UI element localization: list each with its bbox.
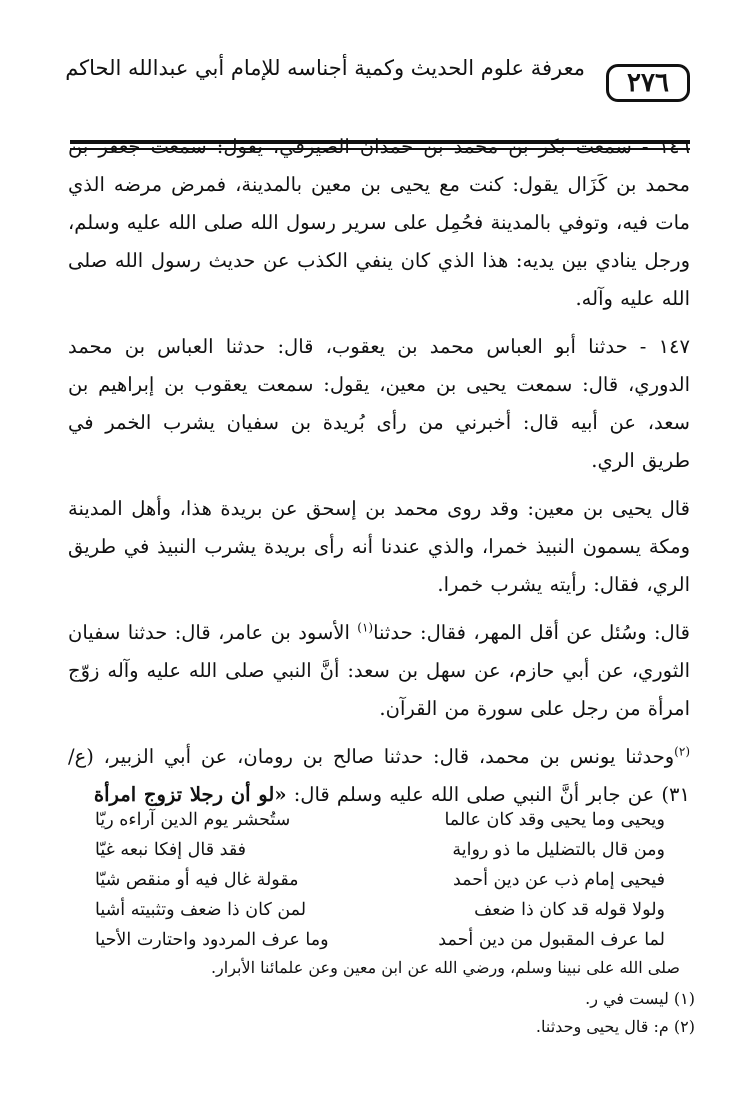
poem-hemistich-second: وما عرف المردود واحتارت الأحيا bbox=[95, 930, 329, 950]
poem-verse bbox=[95, 865, 665, 895]
footnote-marker-2: (٢) bbox=[674, 744, 690, 759]
paragraph-147: ١٤٧ - حدثنا أبو العباس محمد بن يعقوب، قال: حدثنا العباس بن محمد الدوري، قال: سمعت يحيى بن معين، يقول: سمعت يعقوب بن إبراهيم بن سعد، عن أبيه قال: أخبرني من رأى بُريدة بن سفيان يشرب الخمر في طريق الري. bbox=[68, 335, 690, 472]
page-number: ٢٧٦ bbox=[627, 68, 669, 98]
para4-after: الأسود بن عامر، قال: حدثنا سفيان الثوري، عن أبي حازم، عن سهل بن سعد: أنَّ النبي صلى الله عليه وآله زوّج امرأة من رجل على سورة من القرآن. bbox=[68, 621, 690, 720]
para5-text: وحدثنا يونس بن محمد، قال: حدثنا صالح بن رومان، عن أبي الزبير، (ع/ ٣١) عن جابر أنَّ النبي صلى الله عليه وسلم قال: bbox=[68, 745, 690, 806]
footnote-2: (٢) م: قال يحيى وحدثنا. bbox=[535, 1017, 695, 1036]
closing-prayer: صلى الله على نبينا وسلم، ورضي الله عن ابن معين وعن علمائنا الأبرار. bbox=[210, 958, 680, 977]
poem-hemistich-second: ستُحشر يوم الدين آراءه ريّا bbox=[95, 810, 291, 830]
poem-hemistich-second: مقولة غال فيه أو منقص شيّا bbox=[95, 870, 299, 890]
page-number-badge bbox=[606, 64, 690, 102]
poem-hemistich-first: فيحيى إمام ذب عن دين أحمد bbox=[452, 870, 665, 890]
poem-verse bbox=[95, 805, 665, 835]
footnotes bbox=[70, 985, 695, 1041]
paragraph-yahya-comment: قال يحيى بن معين: وقد روى محمد بن إسحق عن بريدة هذا، وأهل المدينة ومكة يسمون النبيذ خمرا، والذي عندنا أنه رأى بريدة يشرب النبيذ في طريق الري، فقال: رأيته يشرب خمرا. bbox=[68, 497, 690, 596]
paragraph-mahr bbox=[68, 614, 690, 728]
poem-verse bbox=[95, 925, 665, 955]
footnote-1: (١) ليست في ر. bbox=[585, 989, 695, 1008]
poem-verse bbox=[95, 895, 665, 925]
running-title: معرفة علوم الحديث وكمية أجناسه للإمام أبي عبدالله الحاكم bbox=[65, 56, 585, 80]
poem-hemistich-first: ولولا قوله قد كان ذا ضعف bbox=[474, 900, 665, 920]
para4-before: قال: وسُئل عن أقل المهر، فقال: حدثنا bbox=[373, 621, 690, 644]
poem bbox=[95, 805, 665, 955]
paragraph-146: ١٤٦ - سمعت بكر بن محمد بن حمدان الصيرفي، يقول: سمعت جعفر بن محمد بن كَزَال يقول: كنت مع يحيى بن معين بالمدينة، فمرض مرضه الذي مات فيه، وتوفي بالمدينة فحُمِل على سرير رسول الله صلى الله عليه وسلم، ورجل ينادي بين يديه: هذا الذي كان ينفي الكذب عن حديث رسول الله صلى الله عليه وآله. bbox=[68, 135, 690, 310]
poem-hemistich-second: فقد قال إفكا نبعه غيّا bbox=[95, 840, 247, 860]
para5-bold-quote: «لو أن رجلا تزوج امرأة bbox=[93, 783, 287, 806]
page-header bbox=[65, 52, 690, 122]
paragraph-jabir bbox=[68, 738, 690, 814]
footnote-marker-1: (١) bbox=[357, 620, 374, 635]
poem-hemistich-second: لمن كان ذا ضعف وتثبيته أشيا bbox=[95, 900, 307, 920]
poem-hemistich-first: ويحيى وما يحيى وقد كان عالما bbox=[444, 810, 665, 830]
poem-verse bbox=[95, 835, 665, 865]
main-text bbox=[68, 128, 690, 814]
poem-hemistich-first: لما عرف المقبول من دين أحمد bbox=[438, 930, 665, 950]
poem-hemistich-first: ومن قال بالتضليل ما ذو رواية bbox=[452, 840, 665, 860]
